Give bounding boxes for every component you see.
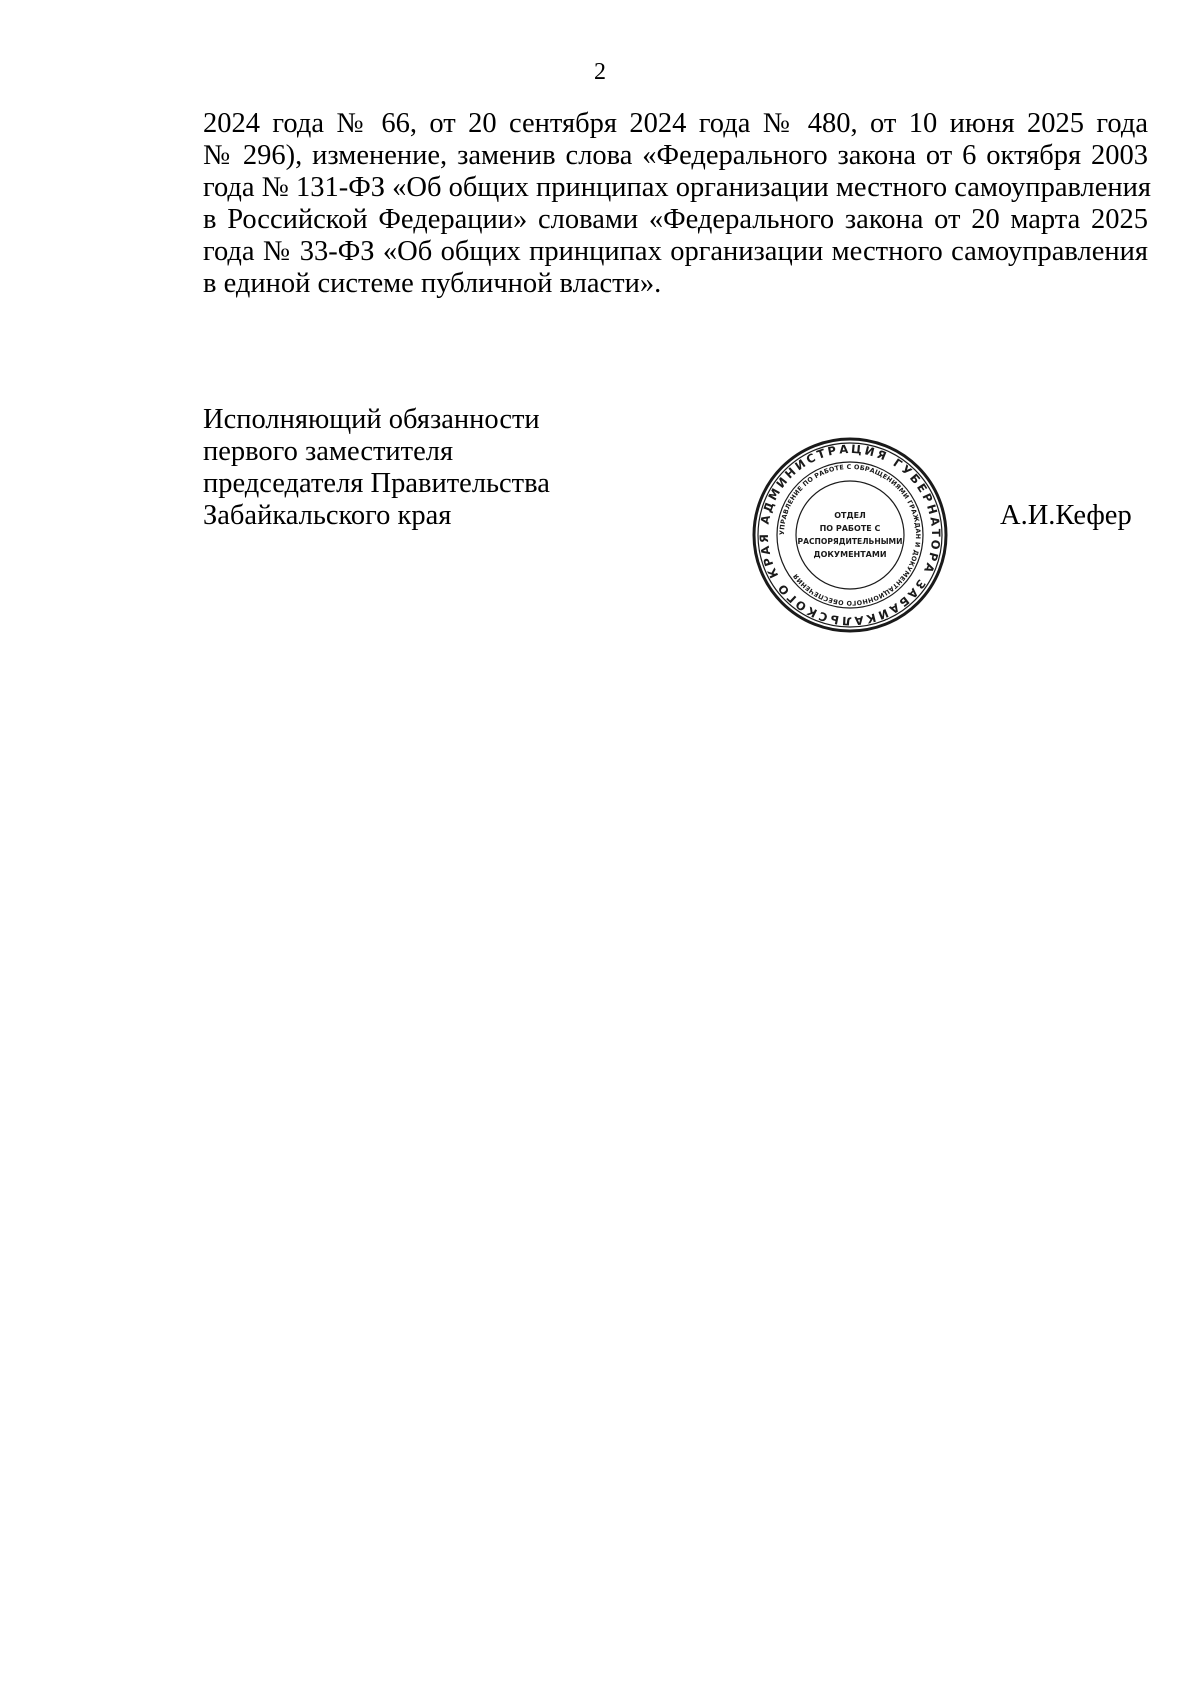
body-line: года № 131-ФЗ «Об общих принципах организации местного самоуправления [203, 172, 1152, 203]
body-line: в единой системе публичной власти». [203, 268, 662, 299]
official-seal-stamp [750, 435, 950, 635]
body-line: в Российской Федерации» словами «Федерального закона от 20 марта 2025 [203, 204, 1148, 235]
body-line: года № 33-ФЗ «Об общих принципах организации местного самоуправления [203, 236, 1148, 267]
seal-graphic [750, 435, 950, 635]
seal-center-line: РАСПОРЯДИТЕЛЬНЫМИ [797, 537, 903, 546]
body-paragraph [203, 108, 1152, 300]
signatory-name: А.И.Кефер [1000, 500, 1132, 531]
seal-center-line: ПО РАБОТЕ С [819, 524, 881, 533]
position-line: председателя Правительства [203, 468, 550, 499]
page-number: 2 [594, 59, 606, 85]
seal-center-line: ДОКУМЕНТАМИ [813, 550, 887, 559]
seal-inner-text: УПРАВЛЕНИЕ ПО РАБОТЕ С ОБРАЩЕНИЯМИ ГРАЖДАН И ДОКУМЕНТАЦИОННОГО ОБЕСПЕЧЕНИЯ [777, 462, 923, 608]
body-line: № 296), изменение, заменив слова «Федерального закона от 6 октября 2003 [203, 140, 1148, 171]
position-line: первого заместителя [203, 436, 454, 467]
seal-outer-text: АДМИНИСТРАЦИЯ ГУБЕРНАТОРА ЗАБАЙКАЛЬСКОГО КРАЯ [756, 441, 944, 629]
body-line: 2024 года № 66, от 20 сентября 2024 года № 480, от 10 июня 2025 года [203, 108, 1148, 139]
signatory-position [203, 404, 643, 532]
position-line: Забайкальского края [203, 500, 452, 531]
seal-center-line: ОТДЕЛ [834, 511, 866, 520]
position-line: Исполняющий обязанности [203, 404, 540, 435]
